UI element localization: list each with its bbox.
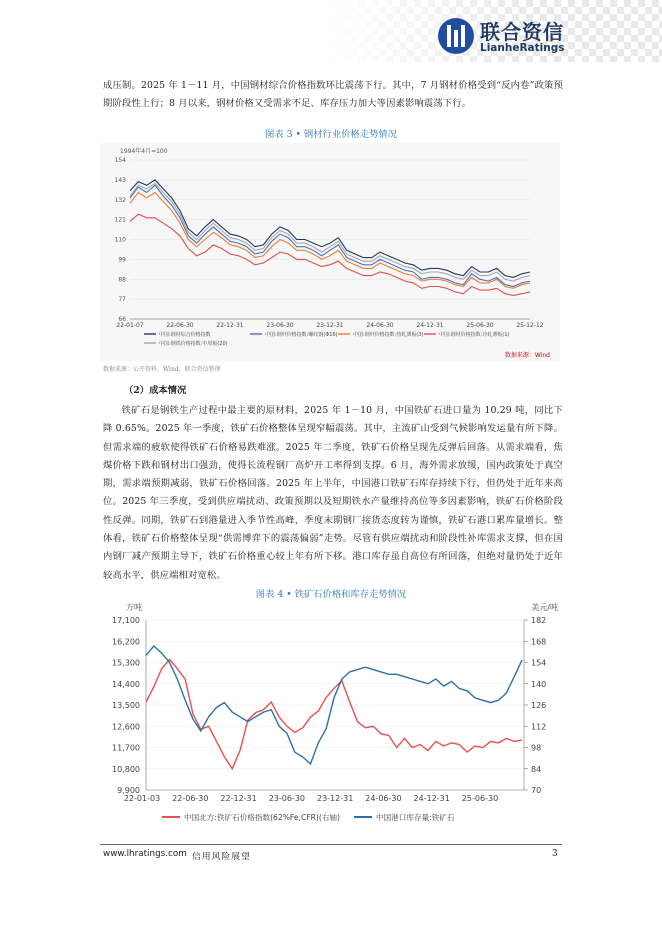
chart3-x-tick-label: 24-12-31	[416, 322, 444, 329]
footer-journal-name: 信用风险展望	[192, 852, 251, 862]
chart3-x-tick-label: 25-06-30	[466, 322, 494, 329]
chart4-right-tick-label: 168	[531, 637, 547, 647]
chart4-right-tick-label: 112	[531, 722, 547, 732]
chart4-right-axis-unit: 美元/吨	[531, 603, 558, 612]
section-heading-cost: （2）成本情况	[124, 385, 187, 396]
figure3-caption: 图表 3 • 钢材行业价格走势情况	[265, 129, 397, 140]
chart4-left-tick-label: 9,900	[117, 786, 140, 795]
chart4-right-tick-label: 182	[531, 616, 547, 625]
chart3-wind-source: 数据来源：Wind	[504, 352, 550, 359]
chart4-right-tick-label: 84	[531, 764, 542, 774]
chart3-y-tick-label: 132	[114, 196, 126, 204]
chart4-x-tick-label: 23-06-30	[268, 794, 306, 803]
chart3-y-tick-label: 121	[114, 216, 126, 224]
chart3-y-tick-label: 88	[118, 276, 126, 284]
chart4-x-tick-label: 24-12-31	[413, 794, 450, 803]
chart4-left-tick-label: 14,400	[112, 679, 140, 689]
chart4-right-tick-label: 126	[531, 701, 547, 710]
chart4-left-tick-label: 16,200	[112, 637, 140, 647]
chart4-left-tick-label: 15,300	[112, 658, 140, 668]
chart3-x-tick-label: 23-12-31	[316, 322, 344, 329]
chart4-x-tick-label: 22-01-03	[123, 794, 161, 803]
chart4-left-tick-label: 11,700	[112, 743, 140, 753]
footer-website: www.lhratings.com	[103, 849, 187, 859]
chart4-left-tick-label: 17,100	[112, 616, 140, 625]
chart3-x-tick-label: 22-12-31	[216, 322, 244, 329]
chart3-x-tick-label: 23-06-30	[266, 322, 294, 329]
chart4-x-tick-label: 22-06-30	[172, 794, 209, 803]
chart3-y-tick-label: 110	[114, 236, 126, 244]
logo-chinese-name: 联合资信	[480, 20, 564, 44]
chart3-y-tick-label: 66	[118, 316, 126, 323]
chart4-x-tick-label: 25-06-30	[461, 794, 499, 803]
chart3-legend-label: 中国:钢材价格指数:热轧薄板(3)	[353, 332, 424, 338]
chart3-y-tick-label: 77	[118, 296, 126, 304]
chart3-legend-label: 中国:钢材综合价格指数	[159, 332, 211, 338]
chart4-right-tick-label: 140	[531, 679, 547, 689]
chart3-x-tick-label: 24-06-30	[366, 322, 394, 329]
figure3-source-note: 数据来源：公开资料，Wind，联合资信整理	[103, 366, 221, 373]
chart3-unit-label: 1994年4月=100	[120, 148, 168, 155]
chart4-left-tick-label: 13,500	[112, 701, 140, 710]
chart3-x-tick-label: 22-01-07	[116, 322, 144, 329]
company-logo	[436, 14, 626, 58]
chart4-right-tick-label: 70	[531, 786, 542, 795]
chart3-y-tick-label: 143	[114, 176, 126, 184]
chart3-x-tick-label: 25-12-12	[516, 322, 544, 329]
chart4-legend-label: 中国北方:铁矿石价格指数(62%Fe,CFR)(右轴)	[184, 813, 340, 822]
chart3-legend-label: 中国:钢材价格指数:冷轧薄板(1)	[439, 332, 510, 338]
chart4-right-tick-label: 98	[531, 743, 542, 753]
chart3-x-tick-label: 22-06-30	[166, 322, 194, 329]
chart3-legend-label: 中国:钢材价格指数:螺纹钢(Φ16)	[265, 332, 338, 338]
chart4-legend-label: 中国港口库存量:铁矿石	[376, 813, 455, 822]
chart4-x-tick-label: 22-12-31	[220, 794, 257, 803]
chart4-left-tick-label: 10,800	[112, 764, 140, 774]
chart4-x-tick-label: 23-12-31	[316, 794, 354, 803]
chart4-x-tick-label: 24-06-30	[365, 794, 402, 803]
chart3-y-tick-label: 99	[118, 256, 126, 264]
page-number: 3	[552, 849, 558, 859]
chart4-left-tick-label: 12,600	[112, 722, 140, 732]
logo-english-name: LianheRatings	[480, 42, 565, 54]
footer-divider	[100, 844, 562, 845]
chart4-left-axis-unit: 万吨	[126, 603, 142, 612]
chart3-legend-label: 中国:钢铁价格指数:中厚板(20)	[159, 341, 228, 347]
steel-price-chart	[100, 143, 560, 361]
chart4-right-tick-label: 154	[531, 658, 547, 668]
iron-ore-chart	[100, 600, 562, 830]
figure4-caption: 图表 4 • 铁矿石价格和库存走势情况	[255, 589, 407, 600]
logo-mark-icon	[436, 16, 476, 56]
chart4-series-line-1	[146, 660, 522, 769]
paragraph-iron-ore: 铁矿石是钢铁生产过程中最主要的原材料，2025 年 1－10 月，中国铁矿石进口量为 10.29 吨，同比下降 0.65%。2025 年一季度，铁矿石价格整体呈现窄幅震荡。其中，主流矿山受到气候影响发运量有所下降。但需求端的疲软使得铁矿石价格易跌难涨。2025 年二季度，铁矿石价格呈现先反弹后回落。从需求端看，焦煤价格下跌和钢材出口强劲，使得长流程钢厂高炉开工率得到支撑。6 月，海外需求放缓，国内政策处于真空期，需求端预期减弱，铁矿石价格回落。2025 年上半年，中国港口铁矿石库存持续下行，但仍处于近年来高位。2025 年三季度，受到供应端扰动、政策预期以及短期铁水产量维持高位等多因素影响，铁矿石价格阶段性反弹。同期，铁矿石到港量进入季节性高峰，季度末期钢厂接货态度转为谨慎，铁矿石港口累库量增长。整体看，铁矿石价格整体呈现“供需博弈下的震荡偏弱”走势。尽管有供应端扰动和阶段性补库需求支撑，但在国内钢厂减产预期主导下，铁矿石价格重心较上年有所下移。港口库存虽自高位有所回落，但绝对量仍处于近年较高水平，供应端相对宽松。	[103, 405, 563, 581]
chart3-y-tick-label: 154	[114, 157, 126, 164]
paragraph-steel-price: 成压制。2025 年 1－11 月，中国钢材综合价格指数环比震荡下行。其中，7 月钢材价格受到“反内卷”政策预期阶段性上行；8 月以来，钢材价格又受需求不足、库存压力加大等因素影响震荡下行。	[103, 80, 563, 110]
